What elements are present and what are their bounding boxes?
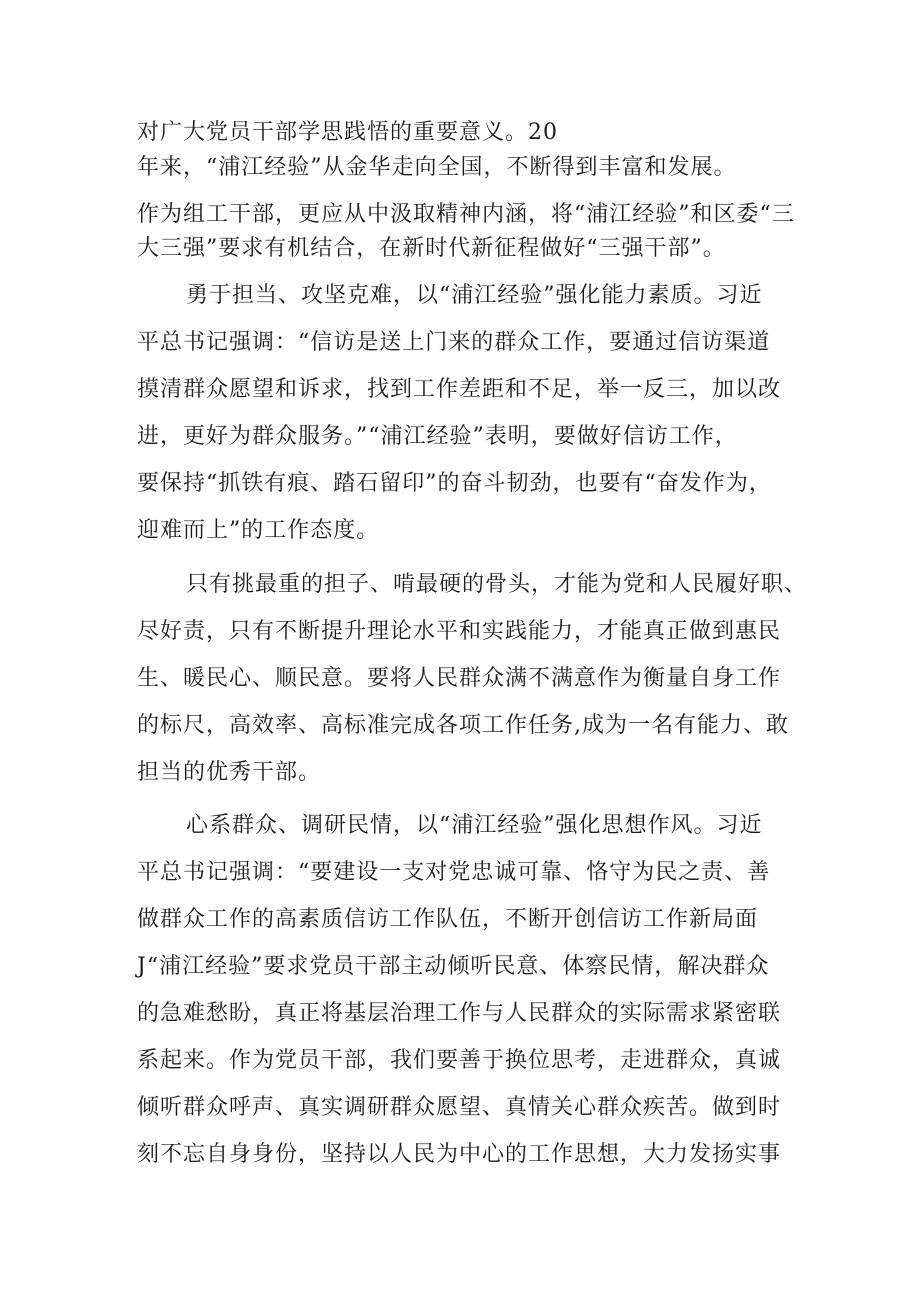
text-line: 只有挑最重的担子、啃最硬的骨头，才能为党和人民履好职、: [186, 572, 808, 597]
text-line: 年来，“浦江经验”从金华走向全国，不断得到丰富和发展。: [137, 155, 737, 180]
text-line: 担当的优秀干部。: [137, 760, 322, 785]
text-line: 摸清群众愿望和诉求，找到工作差距和不足，举一反三，加以改: [137, 377, 782, 402]
text-line: 作为组工干部，更应从中汲取精神内涵，将“浦江经验”和区委“三: [137, 202, 795, 227]
text-line: 做群众工作的高素质信访工作队伍，不断开创信访工作新局面: [137, 907, 759, 932]
text-line: 刻不忘自身身份，坚持以人民为中心的工作思想，大力发扬实事: [137, 1142, 782, 1167]
text-line: 尽好责，只有不断提升理论水平和实践能力，才能真正做到惠民: [137, 619, 782, 644]
text-line: 心系群众、调研民情，以“浦江经验”强化思想作风。习近: [186, 813, 763, 838]
text-line: 要保持“抓铁有痕、踏石留印”的奋斗韧劲，也要有“奋发作为，: [137, 471, 772, 496]
text-line: 勇于担当、攻坚克难，以“浦江经验”强化能力素质。习近: [186, 283, 763, 308]
text-line: 迎难而上”的工作态度。: [137, 518, 380, 543]
text-line: J“浦江经验”要求党员干部主动倾听民意、体察民情，解决群众: [137, 954, 770, 979]
text-line: 对广大党员干部学思践悟的重要意义。20: [137, 120, 558, 145]
text-line: 的急难愁盼，真正将基层治理工作与人民群众的实际需求紧密联: [137, 1001, 782, 1026]
text-line: 平总书记强调：“要建设一支对党忠诚可靠、恪守为民之责、善: [137, 860, 771, 885]
text-line: 倾听群众呼声、真实调研群众愿望、真情关心群众疾苦。做到时: [137, 1095, 782, 1120]
text-line: 大三强”要求有机结合，在新时代新征程做好“三强干部”。: [137, 236, 726, 261]
text-line: 生、暖民心、顺民意。要将人民群众满不满意作为衡量自身工作: [137, 666, 782, 691]
text-line: 进，更好为群众服务。”“浦江经验”表明，要做好信访工作，: [137, 424, 738, 449]
text-line: 平总书记强调：“信访是送上门来的群众工作，要通过信访渠道: [137, 330, 771, 355]
text-line: 系起来。作为党员干部，我们要善于换位思考，走进群众，真诚: [137, 1048, 782, 1073]
text-line: 的标尺，高效率、高标准完成各项工作任务,成为一名有能力、敢: [137, 713, 789, 738]
